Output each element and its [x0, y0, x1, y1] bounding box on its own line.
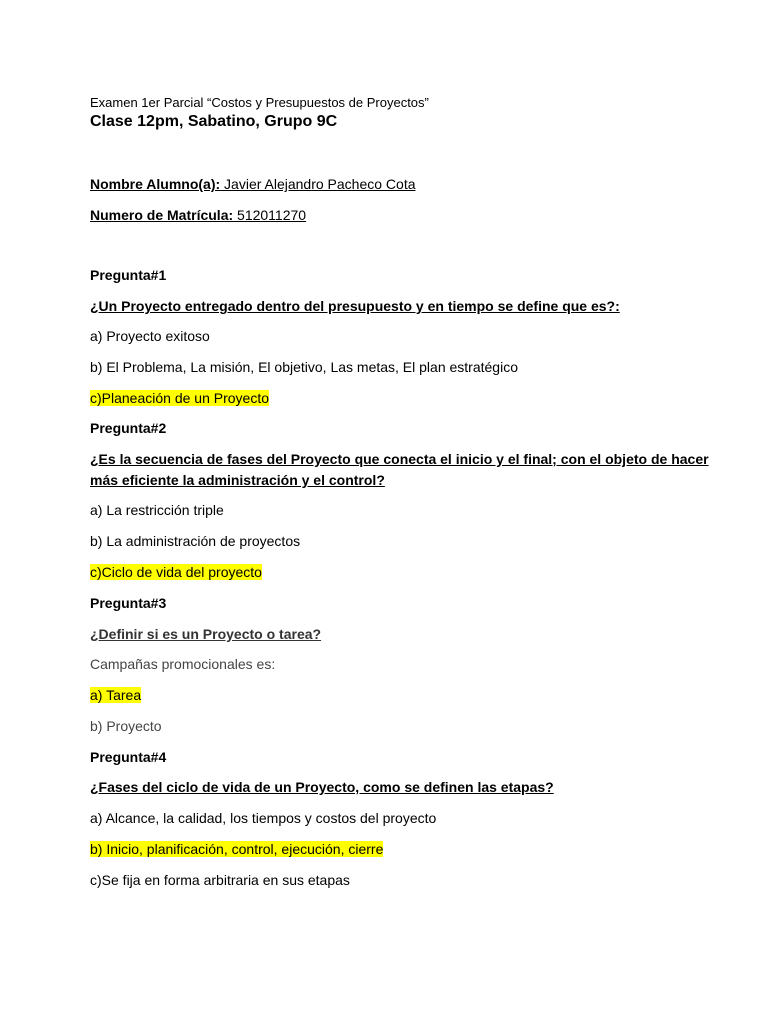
student-name-row: [90, 175, 416, 193]
student-id-label: Numero de Matrícula:: [90, 207, 234, 223]
question-1-heading: Pregunta#1: [90, 267, 167, 283]
question-3-prompt: Campañas promocionales es:: [90, 656, 276, 672]
question-3-text: ¿Definir si es un Proyecto o tarea?: [90, 626, 322, 642]
question-2-option-b: b) La administración de proyectos: [90, 533, 301, 549]
student-id-row: [90, 206, 306, 224]
question-2-text-line-1: ¿Es la secuencia de fases del Proyecto que conecta el inicio y el final; con el objeto de hacer: [90, 451, 709, 467]
question-1-text: ¿Un Proyecto entregado dentro del presupuesto y en tiempo se define que es?:: [90, 298, 620, 314]
student-name-label: Nombre Alumno(a):: [90, 176, 221, 192]
question-1-answer-highlight: c)Planeación de un Proyecto: [90, 390, 269, 406]
student-name-value: Javier Alejandro Pacheco Cota: [220, 176, 416, 192]
class-info: Clase 12pm, Sabatino, Grupo 9C: [90, 113, 338, 130]
question-4-option-b: [90, 840, 383, 858]
question-2-option-c: [90, 563, 262, 581]
exam-title: Examen 1er Parcial “Costos y Presupuestos de Proyectos”: [90, 95, 429, 110]
question-4-text: ¿Fases del ciclo de vida de un Proyecto, como se definen las etapas?: [90, 779, 554, 795]
question-3-option-b: b) Proyecto: [90, 718, 162, 734]
question-3-answer-highlight: a) Tarea: [90, 687, 142, 703]
question-4-option-c: c)Se fija en forma arbitraria en sus etapas: [90, 872, 350, 888]
question-2-option-a: a) La restricción triple: [90, 502, 224, 518]
question-1-option-a: a) Proyecto exitoso: [90, 328, 210, 344]
question-2-answer-highlight: c)Ciclo de vida del proyecto: [90, 564, 262, 580]
question-1-option-c: [90, 389, 269, 407]
question-3-heading: Pregunta#3: [90, 595, 167, 611]
question-2-text-line-2: más eficiente la administración y el control?: [90, 472, 385, 488]
question-2-heading: Pregunta#2: [90, 420, 167, 436]
question-1-option-b: b) El Problema, La misión, El objetivo, Las metas, El plan estratégico: [90, 359, 518, 375]
question-4-heading: Pregunta#4: [90, 749, 167, 765]
question-3-option-a: [90, 686, 141, 704]
student-id-value: 512011270: [233, 207, 307, 223]
question-4-answer-highlight: b) Inicio, planificación, control, ejecución, cierre: [90, 841, 384, 857]
question-4-option-a: a) Alcance, la calidad, los tiempos y costos del proyecto: [90, 810, 437, 826]
